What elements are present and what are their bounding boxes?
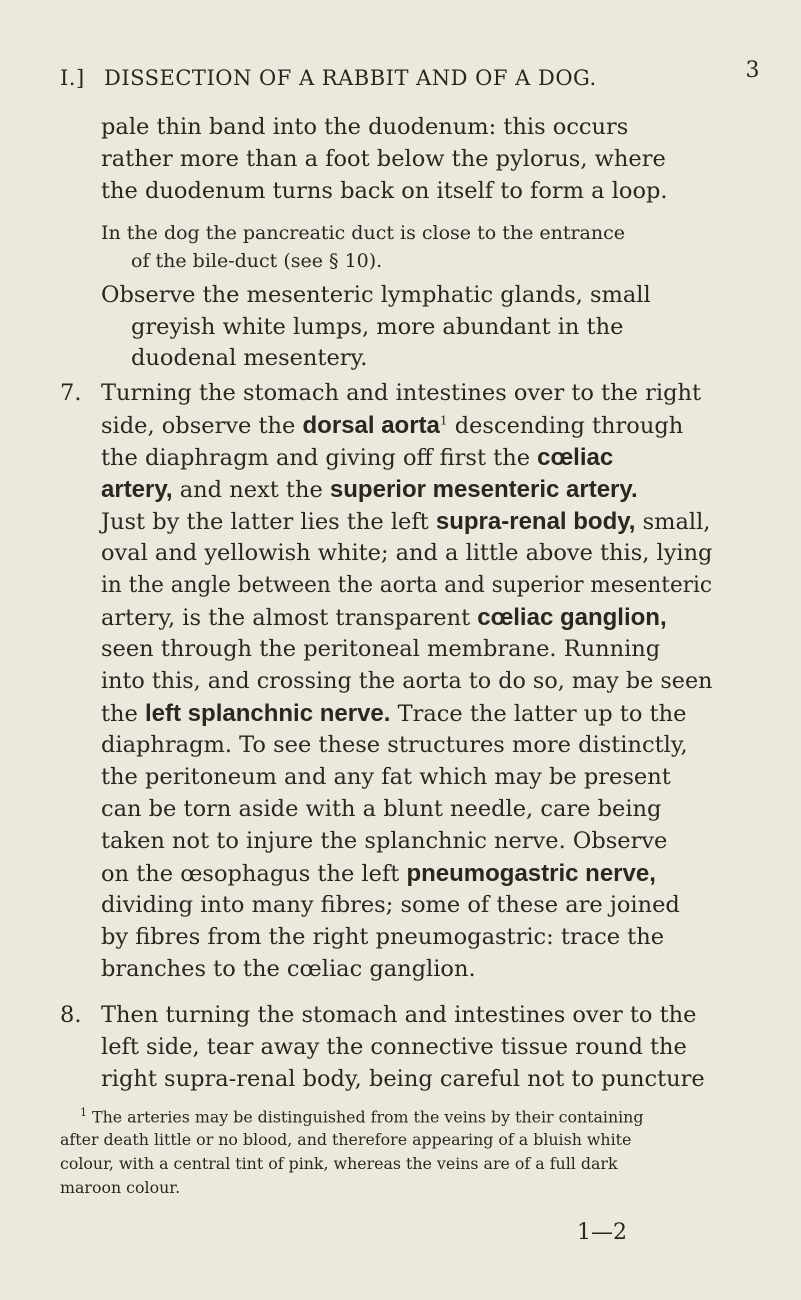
text-run: descending through <box>447 413 684 439</box>
text-line: taken not to injure the splanchnic nerve. Observe <box>101 828 668 854</box>
text-line <box>101 508 710 536</box>
text-line: Observe the mesenteric lymphatic glands, small <box>101 282 651 308</box>
text-line: right supra-renal body, being careful not to puncture <box>101 1066 705 1092</box>
text-line <box>101 444 613 472</box>
text-line: can be torn aside with a blunt needle, care being <box>101 796 662 822</box>
text-line: branches to the cœliac ganglion. <box>101 956 476 982</box>
footnote-line: maroon colour. <box>60 1178 181 1197</box>
text-run: on the œsophagus the left <box>101 861 407 887</box>
text-line: duodenal mesentery. <box>131 345 368 371</box>
chapter-number: I.] <box>60 66 85 90</box>
bold-term: pneumogastric nerve, <box>406 860 656 887</box>
item-number: 8. <box>60 1002 82 1028</box>
bold-term: left splanchnic nerve. <box>145 700 391 727</box>
text-line <box>101 476 638 504</box>
bold-term: dorsal aorta <box>302 412 440 439</box>
text-run: and next the <box>172 477 330 503</box>
text-line: Turning the stomach and intestines over to the right <box>101 380 702 406</box>
running-header <box>60 58 760 96</box>
signature-mark: 1—2 <box>577 1220 627 1245</box>
footnote-text: The arteries may be distinguished from the veins by their containing <box>92 1107 644 1127</box>
bold-term: artery, <box>101 476 173 503</box>
text-line <box>101 700 686 728</box>
text-line: greyish white lumps, more abundant in the <box>131 314 624 340</box>
text-line: in the angle between the aorta and superior mesenteric <box>101 572 712 598</box>
item-number: 7. <box>60 380 82 406</box>
text-line <box>101 604 667 632</box>
bold-term: superior mesenteric artery. <box>329 476 638 503</box>
text-line <box>101 412 683 440</box>
text-line <box>101 860 656 888</box>
text-line: the peritoneum and any fat which may be present <box>101 764 671 790</box>
text-line: In the dog the pancreatic duct is close to the entrance <box>101 222 626 244</box>
text-line: of the bile-duct (see § 10). <box>131 250 383 272</box>
text-line: diaphragm. To see these structures more distinctly, <box>101 732 688 758</box>
text-line: oval and yellowish white; and a little above this, lying <box>101 540 713 566</box>
footnote-marker: 1 <box>80 1106 87 1119</box>
text-line: left side, tear away the connective tissue round the <box>101 1034 687 1060</box>
text-run: the diaphragm and giving off first the <box>101 445 538 471</box>
text-run: Just by the latter lies the left <box>101 509 436 535</box>
text-line: pale thin band into the duodenum: this occurs <box>101 114 629 140</box>
text-line: into this, and crossing the aorta to do so, may be seen <box>101 668 713 694</box>
text-line: Then turning the stomach and intestines over to the <box>101 1002 697 1028</box>
text-run: side, observe the <box>101 413 303 439</box>
text-line: dividing into many fibres; some of these are joined <box>101 892 680 918</box>
running-title: DISSECTION OF A RABBIT AND OF A DOG. <box>104 66 597 90</box>
text-line: rather more than a foot below the pylorus, where <box>101 146 666 172</box>
text-line: by fibres from the right pneumogastric: trace the <box>101 924 665 950</box>
footnote-line: after death little or no blood, and therefore appearing of a bluish white <box>60 1130 632 1149</box>
text-run: artery, is the almost transparent <box>101 605 478 631</box>
text-run: Trace the latter up to the <box>390 701 687 727</box>
footnote-line <box>80 1106 643 1126</box>
footnote-ref: 1 <box>439 413 448 428</box>
text-run: small, <box>635 509 711 535</box>
bold-term: cœliac ganglion, <box>477 604 667 631</box>
page-number: 3 <box>745 58 760 83</box>
footnote-line: colour, with a central tint of pink, whereas the veins are of a full dark <box>60 1154 618 1173</box>
bold-term: cœliac <box>537 444 614 471</box>
bold-term: supra-renal body, <box>435 508 636 535</box>
text-run: the <box>101 701 146 727</box>
text-line: seen through the peritoneal membrane. Running <box>101 636 661 662</box>
text-line: the duodenum turns back on itself to form a loop. <box>101 178 668 204</box>
